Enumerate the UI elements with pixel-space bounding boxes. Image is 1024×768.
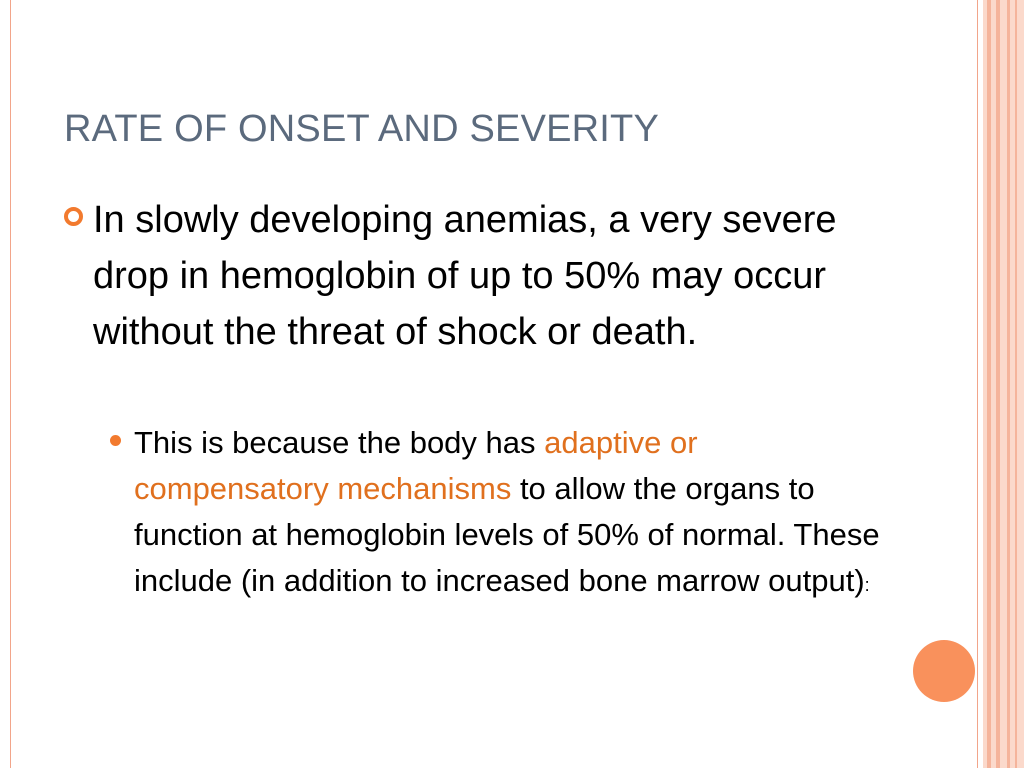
main-bullet-text: In slowly developing anemias, a very severe drop in hemoglobin of up to 50% may occur without the threat of shock or death. bbox=[93, 199, 837, 353]
sub-bullet bbox=[110, 420, 880, 608]
sub-bullet-text bbox=[134, 420, 880, 608]
stripe bbox=[996, 0, 1000, 768]
ring-bullet-icon bbox=[64, 207, 83, 226]
trailing-colon: : bbox=[864, 575, 870, 595]
dot-bullet-icon bbox=[110, 435, 121, 446]
accent-circle bbox=[913, 640, 975, 702]
stripe bbox=[1007, 0, 1010, 768]
frame-left-line bbox=[10, 0, 11, 768]
sub-bullet-text-before: This is because the body has bbox=[134, 425, 545, 460]
frame-right-line bbox=[977, 0, 978, 768]
stripe bbox=[1015, 0, 1017, 768]
slide-title: RATE OF ONSET AND SEVERITY bbox=[64, 108, 660, 150]
sub-bullet-text-after: to allow the organs to function at hemoglobin levels of 50% of normal. These include (in addition to increased bone marrow output) bbox=[134, 471, 880, 598]
stripe bbox=[987, 0, 991, 768]
main-bullet bbox=[64, 192, 864, 360]
highlighted-phrase: adaptive or compensatory mechanisms bbox=[134, 425, 698, 506]
